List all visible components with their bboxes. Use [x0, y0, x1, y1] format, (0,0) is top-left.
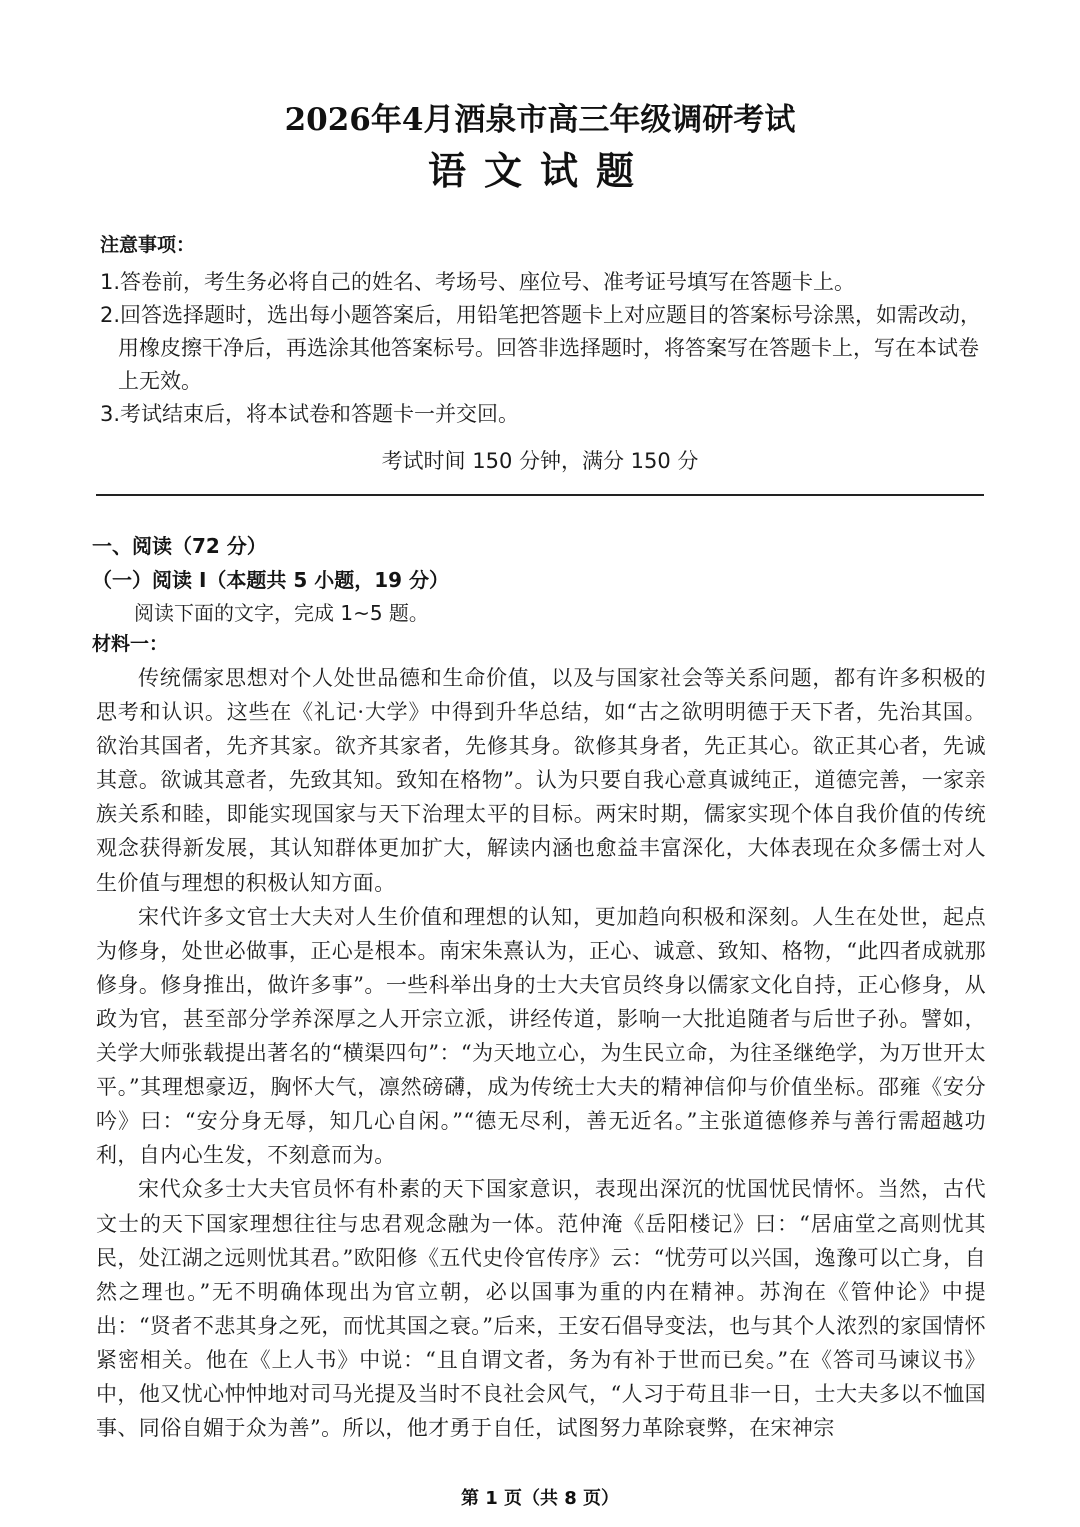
reading-passage [96, 661, 986, 1445]
notice-item: 1.答卷前，考生务必将自己的姓名、考场号、座位号、准考证号填写在答题卡上。 [100, 270, 856, 294]
material-label: 材料一： [92, 633, 169, 655]
divider-rule [96, 494, 984, 496]
section-heading: 一、阅读（72 分） [92, 534, 267, 558]
passage-paragraph: 宋代许多文官士大夫对人生价值和理想的认知，更加趋向积极和深刻。人生在处世，起点为修身，处世必做事，正心是根本。南宋朱熹认为，正心、诚意、致知、格物，“此四者成就那修身。修身推出，做许多事”。一些科举出身的士大夫官员终身以儒家文化自持，正心修身，从政为官，甚至部分学养深厚之人开宗立派，讲经传道，影响一大批追随者与后世子孙。譬如，关学大师张载提出著名的“横渠四句”：“为天地立心，为生民立命，为往圣继绝学，为万世开太平。”其理想豪迈，胸怀大气，凛然磅礴，成为传统士大夫的精神信仰与价值坐标。邵雍《安分吟》曰：“安分身无辱，知几心自闲。”“德无尽利，善无近名。”主张道德修养与善行需超越功利，自内心生发，不刻意而为。 [96, 904, 986, 1168]
exam-subject-title: 语文试题 [427, 149, 652, 193]
notice-list [100, 266, 990, 431]
notice-heading: 注意事项： [100, 234, 196, 256]
exam-title: 2026年4月酒泉市高三年级调研考试 [284, 102, 796, 138]
notice-item: 3.考试结束后，将本试卷和答题卡一并交回。 [100, 402, 520, 426]
passage-paragraph: 传统儒家思想对个人处世品德和生命价值，以及与国家社会等关系问题，都有许多积极的思考和认识。这些在《礼记·大学》中得到升华总结，如“古之欲明明德于天下者，先治其国。欲治其国者，先齐其家。欲齐其家者，先修其身。欲修其身者，先正其心。欲正其心者，先诚其意。欲诚其意者，先致其知。致知在格物”。认为只要自我心意真诚纯正，道德完善，一家亲族关系和睦，即能实现国家与天下治理太平的目标。两宋时期，儒家实现个体自我价值的传统观念获得新发展，其认知群体更加扩大，解读内涵也愈益丰富深化，大体表现在众多儒士对人生价值与理想的积极认知方面。 [96, 666, 986, 895]
reading-instruction: 阅读下面的文字，完成 1~5 题。 [134, 601, 429, 625]
exam-time-info: 考试时间 150 分钟，满分 150 分 [381, 449, 699, 473]
passage-paragraph: 宋代众多士大夫官员怀有朴素的天下国家意识，表现出深沉的忧国忧民情怀。当然，古代文士的天下国家理想往往与忠君观念融为一体。范仲淹《岳阳楼记》曰：“居庙堂之高则忧其民，处江湖之远则忧其君。”欧阳修《五代史伶官传序》云：“忧劳可以兴国，逸豫可以亡身，自然之理也。”无不明确体现出为官立朝，必以国事为重的内在精神。苏洵在《管仲论》中提出：“贤者不悲其身之死，而忧其国之衰。”后来，王安石倡导变法，也与其个人浓烈的家国情怀紧密相关。他在《上人书》中说：“且自谓文者，务为有补于世而已矣。”在《答司马谏议书》中，他又忧心忡忡地对司马光提及当时不良社会风气，“人习于苟且非一日，士大夫多以不恤国事、同俗自媚于众为善”。所以，他才勇于自任，试图努力革除衰弊，在宋神宗 [96, 1177, 986, 1441]
notice-item [100, 299, 990, 398]
page-number: 第 1 页（共 8 页） [460, 1488, 620, 1509]
subsection-heading: （一）阅读 I（本题共 5 小题，19 分） [92, 568, 450, 592]
notice-item-text: 2.回答选择题时，选出每小题答案后，用铅笔把答题卡上对应题目的答案标号涂黑，如需改动，用橡皮擦干净后，再选涂其他答案标号。回答非选择题时，将答案写在答题卡上，写在本试卷上无效。 [100, 303, 982, 393]
